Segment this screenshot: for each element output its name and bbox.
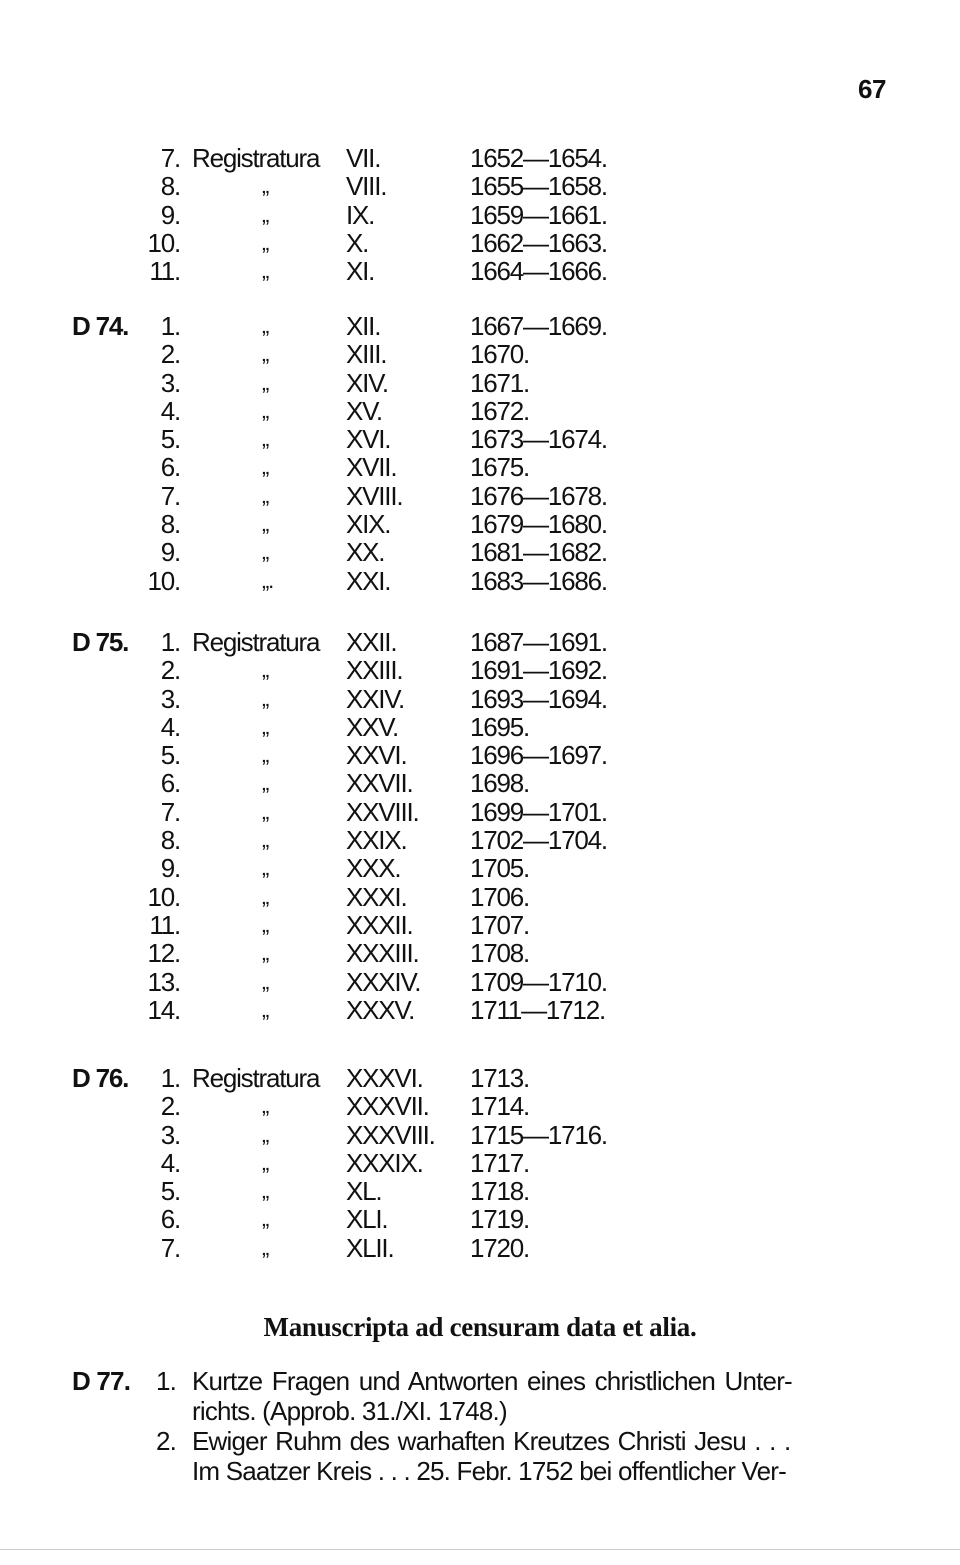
item-number: 8. <box>160 171 180 202</box>
register-row <box>0 968 960 996</box>
item-number: 5. <box>160 1176 180 1207</box>
item-number: 8. <box>160 509 180 540</box>
ditto-mark: „ <box>262 770 269 796</box>
item-number: 4. <box>160 395 180 426</box>
ditto-mark: „ <box>262 742 269 768</box>
register-row <box>0 1121 960 1149</box>
page-number: 67 <box>858 74 886 104</box>
year-range: 1708. <box>470 938 530 969</box>
volume-numeral: XXVI. <box>346 740 407 771</box>
year-range: 1675. <box>470 452 530 483</box>
item-number: 3. <box>160 683 180 714</box>
year-range: 1720. <box>470 1232 530 1263</box>
year-range: 1714. <box>470 1091 530 1122</box>
section-heading: Manuscripta ad censuram data et alia. <box>263 1312 697 1342</box>
ditto-mark: „ <box>262 883 269 909</box>
volume-numeral: VIII. <box>346 171 387 202</box>
register-row <box>0 201 960 229</box>
register-row <box>0 996 960 1024</box>
volume-numeral: XXX. <box>346 853 401 884</box>
register-row <box>0 369 960 397</box>
volume-numeral: XXII. <box>346 627 397 657</box>
register-row <box>0 685 960 713</box>
register-row <box>0 340 960 368</box>
register-row <box>0 1149 960 1177</box>
item-number: 4. <box>160 1147 180 1178</box>
ditto-mark: „ <box>262 911 269 937</box>
volume-numeral: XXVIII. <box>346 796 419 827</box>
d77-item-2-number: 2. <box>156 1426 177 1456</box>
register-row <box>0 1092 960 1120</box>
d77-item-2-line-2: Im Saatzer Kreis . . . 25. Febr. 1752 bei offentlicher Ver- <box>192 1456 786 1486</box>
year-range: 1659—1661. <box>470 199 607 230</box>
register-row <box>0 397 960 425</box>
ditto-mark: „ <box>262 1178 269 1204</box>
volume-numeral: XXIV. <box>346 683 405 714</box>
volume-numeral: XIV. <box>346 367 388 398</box>
ditto-mark: „ <box>262 940 269 966</box>
ditto-mark: „ <box>262 827 269 853</box>
year-range: 1672. <box>470 395 530 426</box>
ditto-mark: „ <box>262 229 269 255</box>
year-range: 1671. <box>470 367 530 398</box>
year-range: 1664—1666. <box>470 256 607 287</box>
item-number: 11. <box>149 909 180 940</box>
year-range: 1718. <box>470 1176 530 1207</box>
ditto-mark: „. <box>262 567 274 593</box>
ditto-mark: „ <box>262 1093 269 1119</box>
year-range: 1695. <box>470 711 530 742</box>
register-row <box>0 567 960 595</box>
item-number: 6. <box>160 1204 180 1235</box>
ditto-mark: „ <box>262 397 269 423</box>
register-row <box>0 741 960 769</box>
d77-item-1-line-1: Kurtze Fragen und Antworten eines christlichen Unter- <box>192 1366 792 1396</box>
year-range: 1681—1682. <box>470 537 607 568</box>
register-group-continued <box>0 144 960 285</box>
ditto-mark: „ <box>262 657 269 683</box>
year-range: 1693—1694. <box>470 683 607 714</box>
year-range: 1702—1704. <box>470 825 607 856</box>
ditto-mark: „ <box>262 369 269 395</box>
volume-numeral: XXXIII. <box>346 938 419 969</box>
register-group-d74 <box>0 312 960 595</box>
item-number: 6. <box>160 768 180 799</box>
item-number: 4. <box>160 711 180 742</box>
volume-numeral: XXXV. <box>346 994 415 1025</box>
registratura-label: Registratura <box>192 1063 320 1093</box>
volume-numeral: XVIII. <box>346 480 403 511</box>
item-number: 2. <box>160 655 180 686</box>
volume-numeral: VII. <box>346 143 381 173</box>
item-number: 7. <box>160 1232 180 1263</box>
year-range: 1709—1710. <box>470 966 607 997</box>
year-range: 1699—1701. <box>470 796 607 827</box>
register-group-d75 <box>0 628 960 1024</box>
ditto-mark: „ <box>262 1206 269 1232</box>
volume-numeral: XXXI. <box>346 881 407 912</box>
ditto-mark: „ <box>262 173 269 199</box>
ditto-mark: „ <box>262 1121 269 1147</box>
volume-numeral: XVII. <box>346 452 397 483</box>
item-number: 6. <box>160 452 180 483</box>
register-row <box>0 911 960 939</box>
ditto-mark: „ <box>262 713 269 739</box>
register-row <box>0 713 960 741</box>
register-group-d76 <box>0 1064 960 1262</box>
year-range: 1706. <box>470 881 530 912</box>
year-range: 1670. <box>470 339 530 370</box>
volume-numeral: XXVII. <box>346 768 413 799</box>
d77-item-2-line-1: Ewiger Ruhm des warhaften Kreutzes Christi Jesu . . . <box>192 1426 791 1456</box>
year-range: 1667—1669. <box>470 311 607 341</box>
register-row <box>0 257 960 285</box>
ditto-mark: „ <box>262 1234 269 1260</box>
volume-numeral: XX. <box>346 537 385 568</box>
year-range: 1676—1678. <box>470 480 607 511</box>
item-number: 13. <box>147 966 180 997</box>
register-row <box>0 939 960 967</box>
register-row <box>0 656 960 684</box>
year-range: 1713. <box>470 1063 530 1093</box>
registratura-label: Registratura <box>192 143 320 173</box>
ditto-mark: „ <box>262 313 269 338</box>
ditto-mark: „ <box>262 341 269 367</box>
item-number: 2. <box>160 339 180 370</box>
item-number: 1. <box>160 627 180 657</box>
ditto-mark: „ <box>262 539 269 565</box>
register-row <box>0 144 960 172</box>
ditto-mark: „ <box>262 426 269 452</box>
register-row <box>0 628 960 656</box>
register-row <box>0 883 960 911</box>
year-range: 1691—1692. <box>470 655 607 686</box>
register-row <box>0 1234 960 1262</box>
register-row <box>0 425 960 453</box>
year-range: 1705. <box>470 853 530 884</box>
volume-numeral: XXXIV. <box>346 966 421 997</box>
item-number: 9. <box>160 199 180 230</box>
register-row <box>0 1177 960 1205</box>
volume-numeral: XXI. <box>346 565 391 596</box>
volume-numeral: XVI. <box>346 424 391 455</box>
register-row <box>0 769 960 797</box>
item-number: 10. <box>147 881 180 912</box>
item-number: 3. <box>160 1119 180 1150</box>
register-row <box>0 229 960 257</box>
shelf-mark: D 74. <box>72 311 129 341</box>
item-number: 12. <box>147 938 180 969</box>
year-range: 1707. <box>470 909 530 940</box>
ditto-mark: „ <box>262 968 269 994</box>
volume-numeral: X. <box>346 227 369 258</box>
volume-numeral: XII. <box>346 311 381 341</box>
volume-numeral: XXIX. <box>346 825 407 856</box>
volume-numeral: XIII. <box>346 339 387 370</box>
register-row <box>0 1064 960 1092</box>
volume-numeral: XL. <box>346 1176 382 1207</box>
item-number: 11. <box>149 256 180 287</box>
register-row <box>0 798 960 826</box>
year-range: 1679—1680. <box>470 509 607 540</box>
volume-numeral: XLI. <box>346 1204 388 1235</box>
d77-item-1-line-2: richts. (Approb. 31./XI. 1748.) <box>192 1396 507 1426</box>
item-number: 10. <box>147 565 180 596</box>
volume-numeral: XXXII. <box>346 909 413 940</box>
ditto-mark: „ <box>262 685 269 711</box>
item-number: 7. <box>160 796 180 827</box>
volume-numeral: XXIII. <box>346 655 403 686</box>
ditto-mark: „ <box>262 258 269 284</box>
register-row <box>0 826 960 854</box>
register-row <box>0 482 960 510</box>
register-row <box>0 854 960 882</box>
volume-numeral: XLII. <box>346 1232 394 1263</box>
register-row <box>0 172 960 200</box>
register-row <box>0 510 960 538</box>
volume-numeral: XXXIX. <box>346 1147 423 1178</box>
ditto-mark: „ <box>262 482 269 508</box>
year-range: 1717. <box>470 1147 530 1178</box>
year-range: 1687—1691. <box>470 627 607 657</box>
register-row <box>0 453 960 481</box>
year-range: 1673—1674. <box>470 424 607 455</box>
ditto-mark: „ <box>262 201 269 227</box>
registratura-label: Registratura <box>192 627 320 657</box>
volume-numeral: XXXVI. <box>346 1063 423 1093</box>
item-number: 7. <box>160 143 180 173</box>
year-range: 1655—1658. <box>470 171 607 202</box>
shelf-mark: D 75. <box>72 627 129 657</box>
ditto-mark: „ <box>262 996 269 1022</box>
item-number: 7. <box>160 480 180 511</box>
volume-numeral: XIX. <box>346 509 391 540</box>
volume-numeral: XXV. <box>346 711 399 742</box>
ditto-mark: „ <box>262 798 269 824</box>
year-range: 1719. <box>470 1204 530 1235</box>
d77-item-1-number: 1. <box>156 1366 177 1396</box>
item-number: 3. <box>160 367 180 398</box>
volume-numeral: XXXVII. <box>346 1091 429 1122</box>
volume-numeral: XI. <box>346 256 375 287</box>
item-number: 8. <box>160 825 180 856</box>
item-number: 9. <box>160 537 180 568</box>
ditto-mark: „ <box>262 1149 269 1175</box>
item-number: 5. <box>160 740 180 771</box>
year-range: 1715—1716. <box>470 1119 607 1150</box>
year-range: 1652—1654. <box>470 143 607 173</box>
volume-numeral: XXXVIII. <box>346 1119 435 1150</box>
item-number: 10. <box>147 227 180 258</box>
shelf-mark: D 76. <box>72 1063 129 1093</box>
item-number: 1. <box>160 311 180 341</box>
register-row <box>0 1205 960 1233</box>
year-range: 1696—1697. <box>470 740 607 771</box>
year-range: 1711—1712. <box>470 994 605 1025</box>
year-range: 1662—1663. <box>470 227 607 258</box>
item-number: 1. <box>160 1063 180 1093</box>
item-number: 2. <box>160 1091 180 1122</box>
year-range: 1698. <box>470 768 530 799</box>
item-number: 14. <box>147 994 180 1025</box>
item-number: 9. <box>160 853 180 884</box>
volume-numeral: IX. <box>346 199 375 230</box>
register-row <box>0 312 960 340</box>
d77-shelf-mark: D 77. <box>72 1366 131 1396</box>
item-number: 5. <box>160 424 180 455</box>
register-row <box>0 538 960 566</box>
year-range: 1683—1686. <box>470 565 607 596</box>
ditto-mark: „ <box>262 855 269 881</box>
ditto-mark: „ <box>262 454 269 480</box>
ditto-mark: „ <box>262 511 269 537</box>
page-bottom-edge <box>0 1549 960 1550</box>
volume-numeral: XV. <box>346 395 382 426</box>
